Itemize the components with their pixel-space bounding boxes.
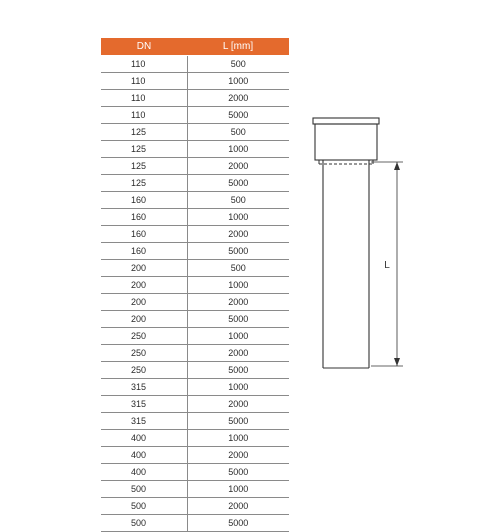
length-cell: 5000: [187, 107, 289, 124]
dn-cell: 110: [101, 56, 187, 73]
length-cell: 1000: [187, 379, 289, 396]
dn-cell: 400: [101, 430, 187, 447]
dn-cell: 315: [101, 379, 187, 396]
dn-cell: 315: [101, 413, 187, 430]
table-row: [101, 345, 289, 362]
table-row: [101, 379, 289, 396]
length-cell: 1000: [187, 481, 289, 498]
table-row: [101, 396, 289, 413]
table-row: [101, 175, 289, 192]
length-cell: 5000: [187, 413, 289, 430]
table-row: [101, 209, 289, 226]
table-row: [101, 328, 289, 345]
dn-cell: 500: [101, 498, 187, 515]
table-row: [101, 56, 289, 73]
dn-cell: 250: [101, 362, 187, 379]
length-cell: 5000: [187, 464, 289, 481]
dn-cell: 400: [101, 447, 187, 464]
pipe-socket-rim: [313, 118, 379, 124]
dimension-arrow-top: [394, 162, 400, 170]
length-cell: 2000: [187, 226, 289, 243]
dn-cell: 160: [101, 209, 187, 226]
table-row: [101, 481, 289, 498]
length-cell: 2000: [187, 447, 289, 464]
table-row: [101, 413, 289, 430]
dn-cell: 500: [101, 481, 187, 498]
dn-cell: 250: [101, 345, 187, 362]
dn-cell: 160: [101, 226, 187, 243]
dn-cell: 125: [101, 141, 187, 158]
table-row: [101, 277, 289, 294]
length-cell: 1000: [187, 277, 289, 294]
length-cell: 2000: [187, 90, 289, 107]
dn-cell: 125: [101, 175, 187, 192]
pipe-dimensions-table: [101, 38, 289, 532]
dn-cell: 400: [101, 464, 187, 481]
length-cell: 2000: [187, 498, 289, 515]
table-row: [101, 447, 289, 464]
length-cell: 500: [187, 192, 289, 209]
length-cell: 5000: [187, 362, 289, 379]
dn-cell: 125: [101, 158, 187, 175]
length-cell: 2000: [187, 294, 289, 311]
table-row: [101, 226, 289, 243]
length-cell: 1000: [187, 73, 289, 90]
length-cell: 500: [187, 56, 289, 73]
table-row: [101, 362, 289, 379]
table-row: [101, 243, 289, 260]
length-cell: 2000: [187, 396, 289, 413]
table-row: [101, 73, 289, 90]
table-row: [101, 107, 289, 124]
table-row: [101, 158, 289, 175]
length-cell: 5000: [187, 515, 289, 532]
length-cell: 1000: [187, 430, 289, 447]
header-length: L [mm]: [187, 38, 289, 56]
table-row: [101, 464, 289, 481]
dn-cell: 250: [101, 328, 187, 345]
length-cell: 5000: [187, 311, 289, 328]
pipe-socket: [315, 124, 377, 160]
dn-cell: 200: [101, 260, 187, 277]
table-row: [101, 141, 289, 158]
dn-cell: 200: [101, 277, 187, 294]
table-row: [101, 498, 289, 515]
dimension-arrow-bottom: [394, 358, 400, 366]
dn-cell: 110: [101, 73, 187, 90]
table-row: [101, 192, 289, 209]
dn-cell: 200: [101, 294, 187, 311]
length-cell: 500: [187, 124, 289, 141]
dn-cell: 110: [101, 107, 187, 124]
length-cell: 2000: [187, 158, 289, 175]
length-cell: 1000: [187, 209, 289, 226]
table-row: [101, 90, 289, 107]
table-header: [101, 38, 289, 56]
table-row: [101, 294, 289, 311]
table-row: [101, 311, 289, 328]
length-cell: 2000: [187, 345, 289, 362]
length-cell: 5000: [187, 243, 289, 260]
table-row: [101, 515, 289, 532]
table-row: [101, 124, 289, 141]
length-cell: 1000: [187, 141, 289, 158]
table-row: [101, 260, 289, 277]
header-dn: DN: [101, 38, 187, 56]
table-body: [101, 56, 289, 532]
dn-cell: 160: [101, 243, 187, 260]
dn-cell: 110: [101, 90, 187, 107]
pipe-drawing: [295, 100, 425, 380]
dn-cell: 200: [101, 311, 187, 328]
dn-cell: 500: [101, 515, 187, 532]
dimension-label: L: [384, 260, 390, 271]
length-cell: 1000: [187, 328, 289, 345]
table-row: [101, 430, 289, 447]
dn-cell: 315: [101, 396, 187, 413]
dn-cell: 125: [101, 124, 187, 141]
dn-cell: 160: [101, 192, 187, 209]
length-cell: 500: [187, 260, 289, 277]
length-cell: 5000: [187, 175, 289, 192]
